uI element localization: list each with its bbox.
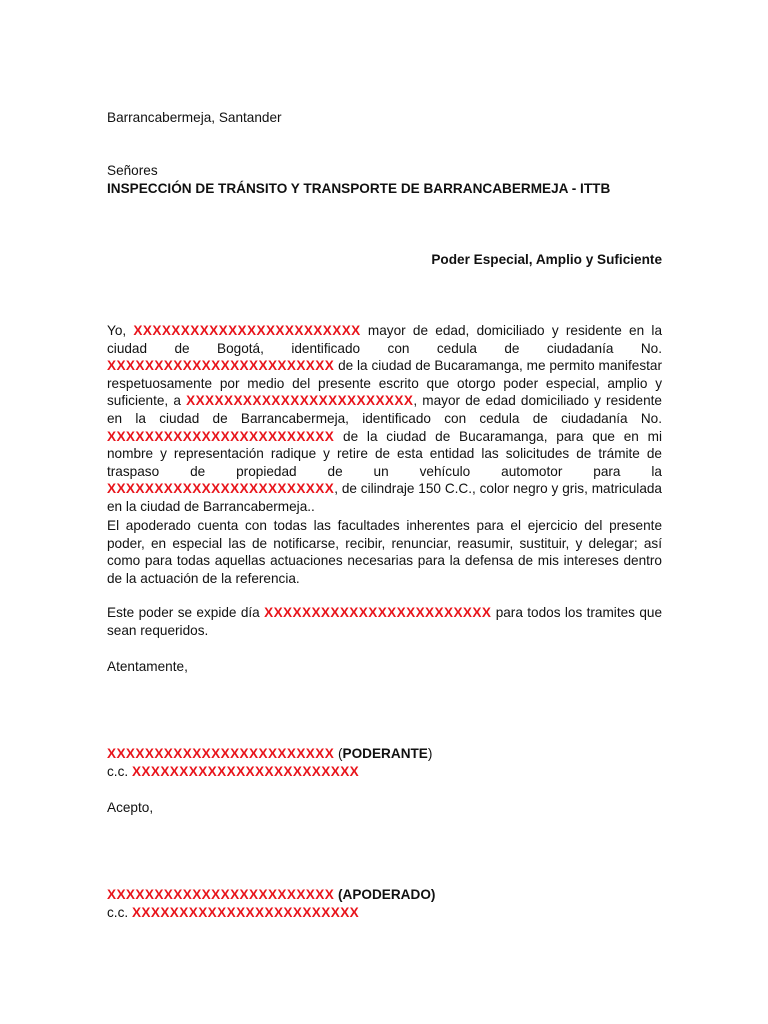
paren-open: ( <box>334 746 343 761</box>
paren-close: ) <box>427 746 433 761</box>
text-span: de la ciudad de Bucaramanga, para que en mi nombre y representación radique y retire de esta entidad las solicitudes de trámite de traspaso de propiedad de un vehículo automotor para la <box>107 428 662 479</box>
cc-label: c.c. <box>107 764 132 779</box>
placeholder-attorney-name: XXXXXXXXXXXXXXXXXXXXXXXX <box>186 393 414 409</box>
grantor-cc-line <box>107 763 359 781</box>
signature-grantor-line <box>107 745 432 763</box>
placeholder-attorney-id: XXXXXXXXXXXXXXXXXXXXXXXX <box>107 428 335 444</box>
text-span: mayor de edad, domiciliado y residente en la ciudad de Bogotá, identificado con cedula de ciudadanía No. <box>107 323 663 356</box>
placeholder-grantor-id: XXXXXXXXXXXXXXXXXXXXXXXX <box>107 358 335 374</box>
accept-line: Acepto, <box>107 800 154 815</box>
text-span: , de cilindraje 150 C.C., color negro y gris, matriculada en la ciudad de Barrancabermeja.. <box>107 481 662 514</box>
text-span: de la ciudad de Bucaramanga, me permito manifestar respetuosamente por medio del presente escrito que otorgo poder especial, amplio y suficiente, a <box>107 358 662 409</box>
salutation: Señores <box>107 163 158 178</box>
grantor-role: PODERANTE <box>342 746 428 761</box>
placeholder-grantor-signature: XXXXXXXXXXXXXXXXXXXXXXXX <box>107 746 335 761</box>
cc-label: c.c. <box>107 905 132 920</box>
body-paragraph-2: El apoderado cuenta con todas las facultades inherentes para el ejercicio del presente poder, en especial las de notificarse, recibir, renunciar, reasumir, sustituir, y delegar; así como para todas aquellas actuaciones necesarias para la defensa de mis intereses dentro de la actuación de la referencia. <box>107 518 662 586</box>
attorney-cc-line <box>107 904 359 922</box>
placeholder-attorney-signature: XXXXXXXXXXXXXXXXXXXXXXXX <box>107 887 335 902</box>
body-paragraph-1 <box>107 322 662 516</box>
text-span: Este poder se expide día <box>107 605 265 620</box>
recipient: INSPECCIÓN DE TRÁNSITO Y TRANSPORTE DE BARRANCABERMEJA - ITTB <box>107 181 611 196</box>
placeholder-grantor-name: XXXXXXXXXXXXXXXXXXXXXXXX <box>133 323 361 338</box>
placeholder-date: XXXXXXXXXXXXXXXXXXXXXXXX <box>264 605 492 620</box>
closing: Atentamente, <box>107 659 188 674</box>
text-span: Yo, <box>107 323 134 338</box>
body-paragraph-3 <box>107 604 662 639</box>
place-line: Barrancabermeja, Santander <box>107 110 282 125</box>
text-span: para todos los tramites que sean requeridos. <box>107 605 663 638</box>
placeholder-attorney-cc: XXXXXXXXXXXXXXXXXXXXXXXX <box>131 905 360 920</box>
placeholder-grantor-cc: XXXXXXXXXXXXXXXXXXXXXXXX <box>131 764 360 779</box>
attorney-role: (APODERADO) <box>334 887 436 902</box>
placeholder-vehicle: XXXXXXXXXXXXXXXXXXXXXXXX <box>107 481 335 497</box>
subject-line: Poder Especial, Amplio y Suficiente <box>431 252 662 267</box>
signature-attorney-line <box>107 886 435 904</box>
text-span: , mayor de edad domiciliado y residente en la ciudad de Barrancabermeja, identificado con cedula de ciudadanía No. <box>107 393 662 426</box>
